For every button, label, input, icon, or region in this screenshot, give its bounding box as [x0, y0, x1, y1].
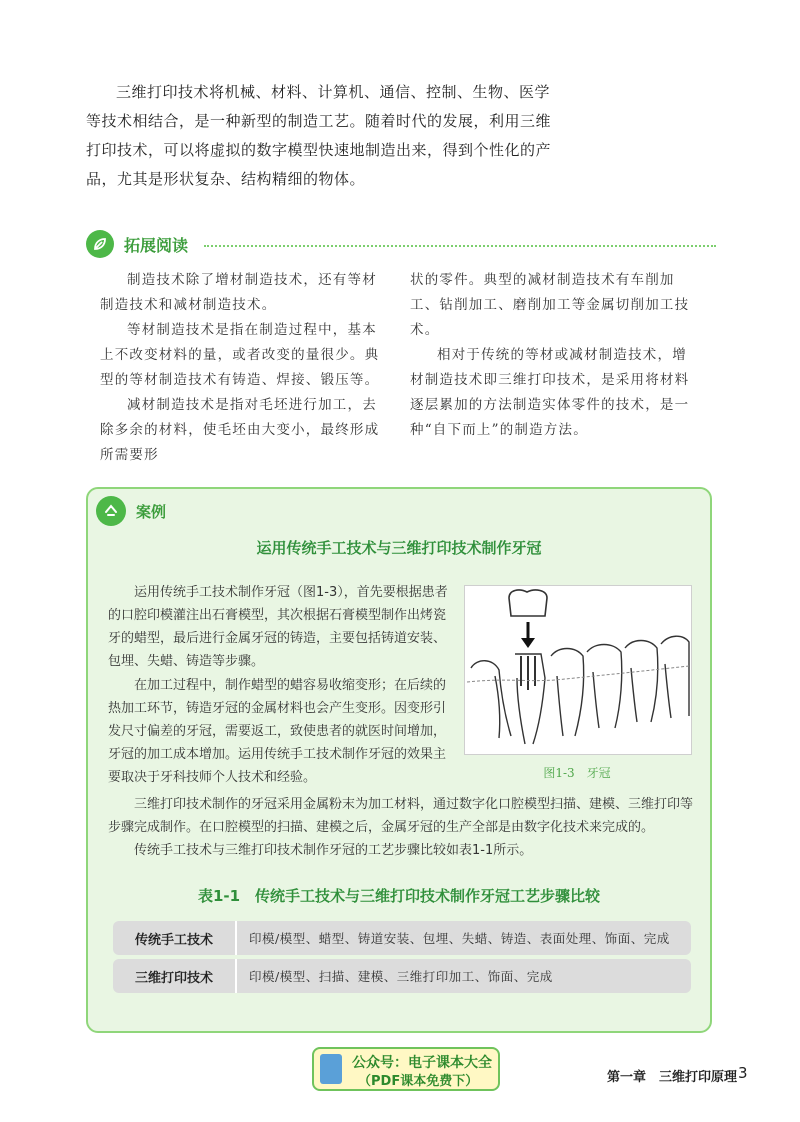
dotted-divider	[204, 245, 716, 247]
row-header: 传统手工技术	[113, 921, 237, 955]
page-number: 3	[738, 1064, 748, 1082]
watermark-stamp	[312, 1047, 500, 1091]
case-paragraph: 运用传统手工技术制作牙冠（图1-3），首先要根据患者的口腔印模灌注出石膏模型，其次根据石膏模型制作出烤瓷牙的蜡型，最后进行金属牙冠的铸造，主要包括铸道安装、包埋、失蜡、铸造等步骤。	[108, 585, 448, 669]
row-steps: 印模/模型、扫描、建模、三维打印加工、饰面、完成	[249, 969, 553, 984]
case-paragraph: 在加工过程中，制作蜡型的蜡容易收缩变形；在后续的热加工环节，铸造牙冠的金属材料也会产生变形。因变形引发尺寸偏差的牙冠，需要返工，致使患者的就医时间增加，牙冠的加工成本增加。运用传统手工技术制作牙冠的效果主要取决于牙科技师个人技术和经验。	[108, 678, 447, 785]
case-box	[86, 487, 712, 1033]
case-label: 案例	[136, 503, 167, 521]
leaf-icon	[86, 230, 114, 258]
case-paragraph: 传统手工技术与三维打印技术制作牙冠的工艺步骤比较如表1-1所示。	[134, 843, 533, 858]
table-row	[113, 921, 691, 955]
extended-reading-header	[86, 230, 716, 260]
watermark-line2: （PDF课本免费下）	[358, 1074, 479, 1089]
reading-paragraph: 等材制造技术是指在制造过程中，基本上不改变材料的量，或者改变的量很少。典型的等材制造技术有铸造、焊接、锻压等。	[100, 322, 380, 388]
case-title: 运用传统手工技术与三维打印技术制作牙冠	[256, 539, 542, 557]
tooth-crown-figure	[464, 585, 692, 755]
extended-reading-title: 拓展阅读	[124, 236, 189, 255]
figure-caption: 图1-3 牙冠	[543, 766, 611, 780]
extended-reading-left-column	[100, 268, 390, 468]
reading-paragraph: 减材制造技术是指对毛坯进行加工，去除多余的材料，使毛坯由大变小，最终形成所需要形	[100, 397, 380, 463]
reading-paragraph: 状的零件。典型的减材制造技术有车削加工、钻削加工、磨削加工等金属切削加工技术。	[410, 272, 690, 338]
reading-paragraph: 相对于传统的等材或减材制造技术，增材制造技术即三维打印技术，是采用将材料逐层累加的方法制造实体零件的技术，是一种“自下而上”的制造方法。	[410, 347, 690, 438]
table-title: 表1-1 传统手工技术与三维打印技术制作牙冠工艺步骤比较	[197, 887, 601, 905]
row-steps: 印模/模型、蜡型、铸道安装、包埋、失蜡、铸造、表面处理、饰面、完成	[249, 931, 670, 946]
case-icon	[96, 496, 126, 526]
extended-reading-right-column	[410, 268, 700, 443]
table-row	[113, 959, 691, 993]
reading-paragraph: 制造技术除了增材制造技术，还有等材制造技术和减材制造技术。	[100, 272, 377, 313]
row-header: 三维打印技术	[113, 959, 237, 993]
case-paragraph: 三维打印技术制作的牙冠采用金属粉末为加工材料，通过数字化口腔模型扫描、建模、三维打印等步骤完成制作。在口腔模型的扫描、建模之后，金属牙冠的生产全部是由数字化技术来完成的。	[108, 797, 694, 835]
watermark-line1: 公众号：电子课本大全	[352, 1055, 492, 1071]
comparison-table	[113, 921, 691, 997]
book-icon	[320, 1054, 342, 1084]
chapter-footer: 第一章 三维打印原理	[607, 1070, 738, 1085]
intro-paragraph: 三维打印技术将机械、材料、计算机、通信、控制、生物、医学等技术相结合，是一种新型的制造工艺。随着时代的发展，利用三维打印技术，可以将虚拟的数字模型快速地制造出来，得到个性化的产品，尤其是形状复杂、结构精细的物体。	[86, 83, 552, 188]
